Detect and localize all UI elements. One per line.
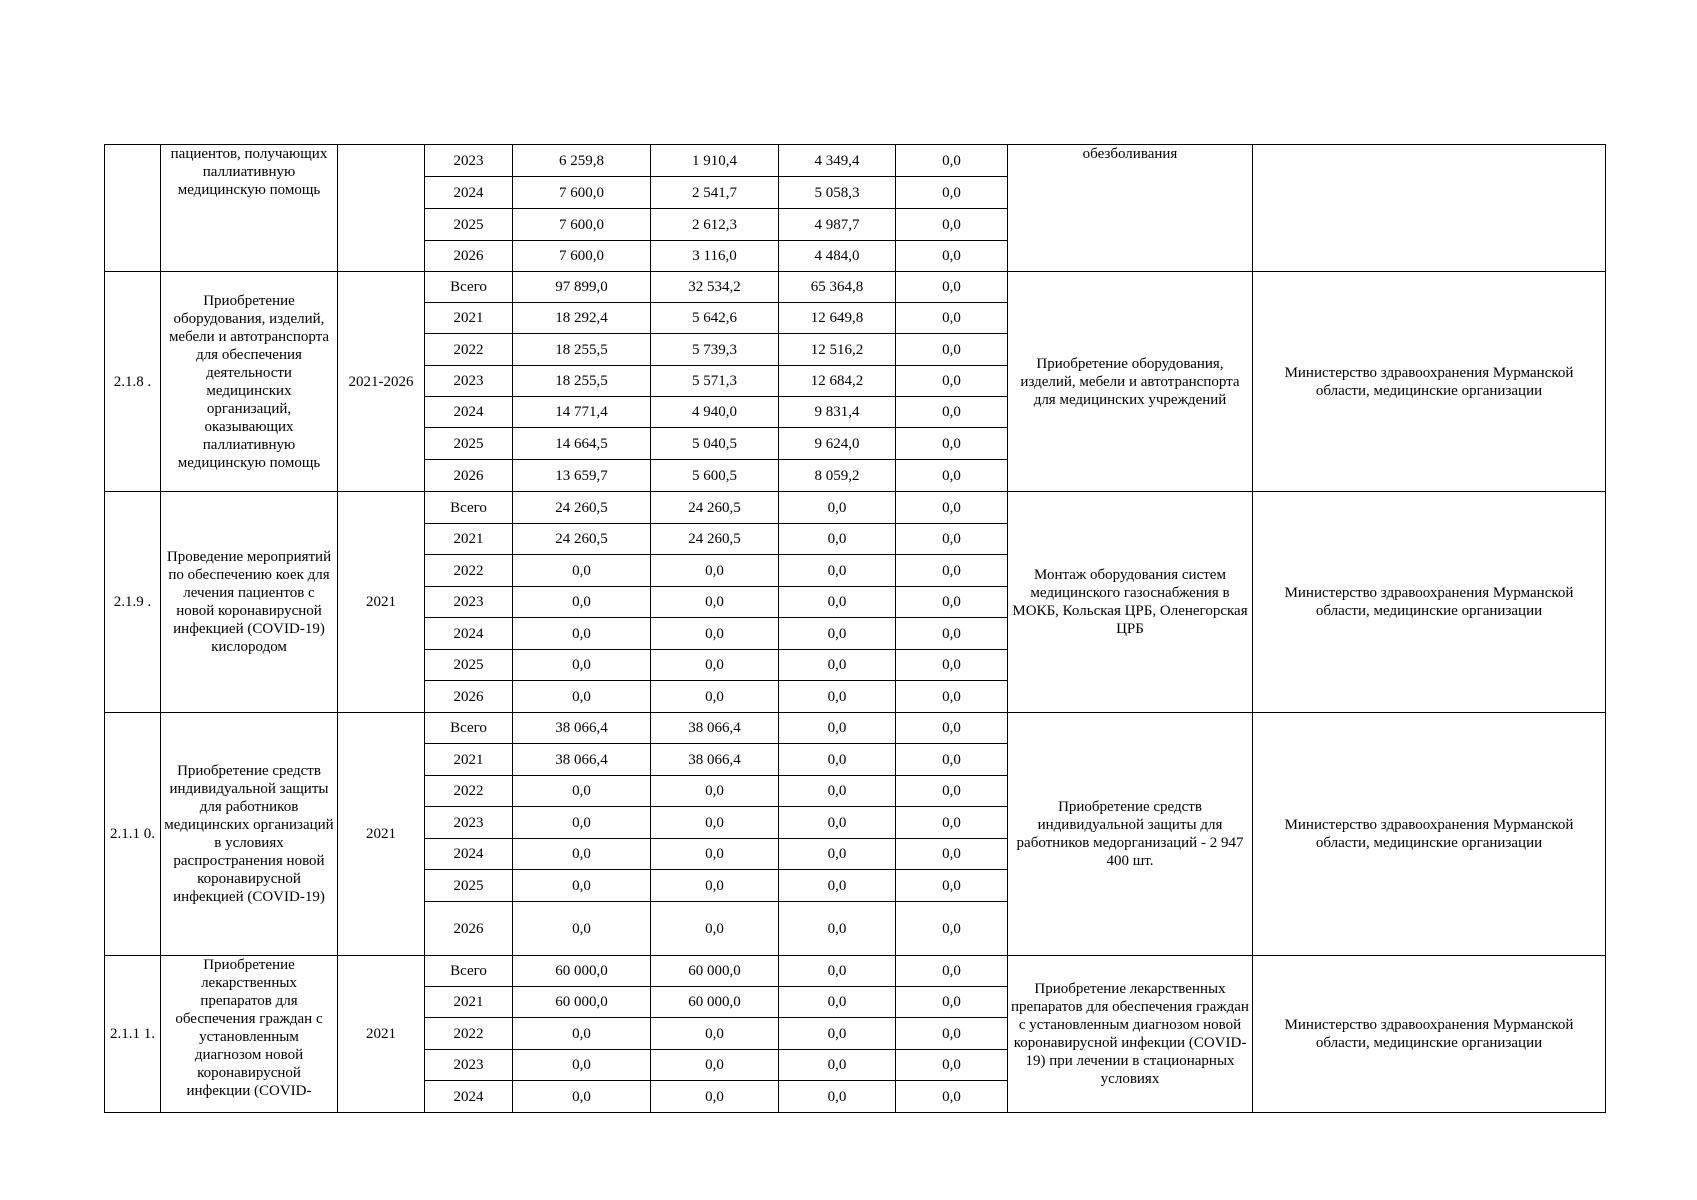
regional-cell: 12 649,8 bbox=[779, 303, 896, 334]
activity-period: 2021-2026 bbox=[338, 272, 425, 492]
other-cell: 0,0 bbox=[896, 987, 1008, 1018]
total-cell: 38 066,4 bbox=[513, 744, 651, 776]
total-cell: 0,0 bbox=[513, 681, 651, 713]
activity-result: Приобретение оборудования, изделий, мебели и автотранспорта для медицинских учреждений bbox=[1008, 272, 1253, 492]
other-cell: 0,0 bbox=[896, 681, 1008, 713]
other-cell: 0,0 bbox=[896, 397, 1008, 428]
other-cell: 0,0 bbox=[896, 713, 1008, 744]
regional-cell: 0,0 bbox=[779, 650, 896, 681]
activity-period: 2021 bbox=[338, 956, 425, 1113]
federal-cell: 0,0 bbox=[651, 555, 779, 587]
total-cell: 0,0 bbox=[513, 1050, 651, 1081]
federal-cell: 5 040,5 bbox=[651, 428, 779, 460]
regional-cell: 12 684,2 bbox=[779, 366, 896, 397]
other-cell: 0,0 bbox=[896, 650, 1008, 681]
other-cell: 0,0 bbox=[896, 334, 1008, 366]
other-cell: 0,0 bbox=[896, 902, 1008, 956]
regional-cell: 4 484,0 bbox=[779, 241, 896, 272]
federal-cell: 0,0 bbox=[651, 902, 779, 956]
federal-cell: 5 600,5 bbox=[651, 460, 779, 492]
other-cell: 0,0 bbox=[896, 145, 1008, 177]
activity-name: Проведение мероприятий по обеспечению коек для лечения пациентов с новой коронавирусной инфекцией (COVID-19) кислородом bbox=[161, 492, 338, 713]
total-cell: 0,0 bbox=[513, 839, 651, 870]
year-cell: 2024 bbox=[425, 1081, 513, 1113]
regional-cell: 0,0 bbox=[779, 1050, 896, 1081]
year-cell: 2021 bbox=[425, 524, 513, 555]
activity-period bbox=[338, 145, 425, 272]
total-cell: 0,0 bbox=[513, 1081, 651, 1113]
table-row bbox=[105, 492, 1606, 524]
regional-cell: 0,0 bbox=[779, 744, 896, 776]
total-cell: 60 000,0 bbox=[513, 956, 651, 987]
other-cell: 0,0 bbox=[896, 209, 1008, 241]
regional-cell: 0,0 bbox=[779, 902, 896, 956]
year-cell: 2022 bbox=[425, 334, 513, 366]
total-cell: 18 255,5 bbox=[513, 366, 651, 397]
federal-cell: 4 940,0 bbox=[651, 397, 779, 428]
federal-cell: 24 260,5 bbox=[651, 524, 779, 555]
total-cell: 0,0 bbox=[513, 870, 651, 902]
total-cell: 14 664,5 bbox=[513, 428, 651, 460]
year-cell: 2024 bbox=[425, 397, 513, 428]
total-cell: 0,0 bbox=[513, 902, 651, 956]
federal-cell: 38 066,4 bbox=[651, 713, 779, 744]
regional-cell: 0,0 bbox=[779, 807, 896, 839]
federal-cell: 2 612,3 bbox=[651, 209, 779, 241]
other-cell: 0,0 bbox=[896, 1081, 1008, 1113]
regional-cell: 0,0 bbox=[779, 956, 896, 987]
year-cell: 2026 bbox=[425, 902, 513, 956]
activity-result: обезболивания bbox=[1008, 145, 1253, 272]
year-cell: 2023 bbox=[425, 587, 513, 618]
federal-cell: 5 642,6 bbox=[651, 303, 779, 334]
other-cell: 0,0 bbox=[896, 241, 1008, 272]
regional-cell: 8 059,2 bbox=[779, 460, 896, 492]
total-cell: 97 899,0 bbox=[513, 272, 651, 303]
regional-cell: 5 058,3 bbox=[779, 177, 896, 209]
other-cell: 0,0 bbox=[896, 460, 1008, 492]
total-cell: 14 771,4 bbox=[513, 397, 651, 428]
federal-cell: 0,0 bbox=[651, 1050, 779, 1081]
total-cell: 13 659,7 bbox=[513, 460, 651, 492]
year-cell: 2021 bbox=[425, 744, 513, 776]
total-cell: 0,0 bbox=[513, 776, 651, 807]
activity-executor: Министерство здравоохранения Мурманской области, медицинские организации bbox=[1253, 713, 1606, 956]
year-cell: 2023 bbox=[425, 1050, 513, 1081]
activity-result: Приобретение лекарственных препаратов для обеспечения граждан с установленным диагнозом новой коронавирусной инфекции (COVID-19) при лечении в стационарных условиях bbox=[1008, 956, 1253, 1113]
total-cell: 18 255,5 bbox=[513, 334, 651, 366]
table-row bbox=[105, 272, 1606, 303]
other-cell: 0,0 bbox=[896, 492, 1008, 524]
activity-number: 2.1.1 1. bbox=[105, 956, 161, 1113]
year-cell: Всего bbox=[425, 956, 513, 987]
regional-cell: 0,0 bbox=[779, 870, 896, 902]
federal-cell: 0,0 bbox=[651, 776, 779, 807]
other-cell: 0,0 bbox=[896, 428, 1008, 460]
regional-cell: 12 516,2 bbox=[779, 334, 896, 366]
regional-cell: 0,0 bbox=[779, 555, 896, 587]
year-cell: 2022 bbox=[425, 1018, 513, 1050]
activity-number: 2.1.9 . bbox=[105, 492, 161, 713]
federal-cell: 2 541,7 bbox=[651, 177, 779, 209]
year-cell: 2023 bbox=[425, 366, 513, 397]
other-cell: 0,0 bbox=[896, 744, 1008, 776]
activity-result: Монтаж оборудования систем медицинского газоснабжения в МОКБ, Кольская ЦРБ, Оленегорская ЦРБ bbox=[1008, 492, 1253, 713]
federal-cell: 5 571,3 bbox=[651, 366, 779, 397]
other-cell: 0,0 bbox=[896, 524, 1008, 555]
year-cell: 2026 bbox=[425, 460, 513, 492]
year-cell: Всего bbox=[425, 272, 513, 303]
other-cell: 0,0 bbox=[896, 555, 1008, 587]
regional-cell: 0,0 bbox=[779, 492, 896, 524]
total-cell: 6 259,8 bbox=[513, 145, 651, 177]
activity-number: 2.1.1 0. bbox=[105, 713, 161, 956]
total-cell: 18 292,4 bbox=[513, 303, 651, 334]
table-row bbox=[105, 145, 1606, 177]
federal-cell: 3 116,0 bbox=[651, 241, 779, 272]
year-cell: 2024 bbox=[425, 839, 513, 870]
federal-cell: 32 534,2 bbox=[651, 272, 779, 303]
total-cell: 24 260,5 bbox=[513, 524, 651, 555]
total-cell: 24 260,5 bbox=[513, 492, 651, 524]
other-cell: 0,0 bbox=[896, 807, 1008, 839]
year-cell: 2026 bbox=[425, 681, 513, 713]
total-cell: 0,0 bbox=[513, 555, 651, 587]
total-cell: 38 066,4 bbox=[513, 713, 651, 744]
total-cell: 0,0 bbox=[513, 1018, 651, 1050]
table-row bbox=[105, 713, 1606, 744]
other-cell: 0,0 bbox=[896, 956, 1008, 987]
activity-name: Приобретение средств индивидуальной защиты для работников медицинских организаций в условиях распространения новой коронавирусной инфекцией (COVID-19) bbox=[161, 713, 338, 956]
federal-cell: 0,0 bbox=[651, 587, 779, 618]
federal-cell: 38 066,4 bbox=[651, 744, 779, 776]
federal-cell: 0,0 bbox=[651, 650, 779, 681]
total-cell: 0,0 bbox=[513, 807, 651, 839]
other-cell: 0,0 bbox=[896, 366, 1008, 397]
federal-cell: 0,0 bbox=[651, 807, 779, 839]
total-cell: 0,0 bbox=[513, 587, 651, 618]
year-cell: 2021 bbox=[425, 303, 513, 334]
activity-executor: Министерство здравоохранения Мурманской области, медицинские организации bbox=[1253, 492, 1606, 713]
activity-number bbox=[105, 145, 161, 272]
activity-period: 2021 bbox=[338, 713, 425, 956]
activity-name: Приобретение оборудования, изделий, мебели и автотранспорта для обеспечения деятельности медицинских организаций, оказывающих паллиативную медицинскую помощь bbox=[161, 272, 338, 492]
activity-name: Приобретение лекарственных препаратов для обеспечения граждан с установленным диагнозом новой коронавирусной инфекции (COVID- bbox=[161, 956, 338, 1113]
regional-cell: 65 364,8 bbox=[779, 272, 896, 303]
other-cell: 0,0 bbox=[896, 1018, 1008, 1050]
year-cell: 2025 bbox=[425, 209, 513, 241]
total-cell: 7 600,0 bbox=[513, 241, 651, 272]
federal-cell: 60 000,0 bbox=[651, 956, 779, 987]
year-cell: 2026 bbox=[425, 241, 513, 272]
other-cell: 0,0 bbox=[896, 303, 1008, 334]
other-cell: 0,0 bbox=[896, 776, 1008, 807]
federal-cell: 0,0 bbox=[651, 1081, 779, 1113]
other-cell: 0,0 bbox=[896, 618, 1008, 650]
other-cell: 0,0 bbox=[896, 1050, 1008, 1081]
regional-cell: 0,0 bbox=[779, 839, 896, 870]
regional-cell: 0,0 bbox=[779, 681, 896, 713]
regional-cell: 9 831,4 bbox=[779, 397, 896, 428]
federal-cell: 0,0 bbox=[651, 681, 779, 713]
regional-cell: 0,0 bbox=[779, 618, 896, 650]
total-cell: 0,0 bbox=[513, 650, 651, 681]
program-activities-table bbox=[104, 144, 1606, 1113]
federal-cell: 0,0 bbox=[651, 618, 779, 650]
federal-cell: 0,0 bbox=[651, 870, 779, 902]
regional-cell: 9 624,0 bbox=[779, 428, 896, 460]
year-cell: 2024 bbox=[425, 618, 513, 650]
activity-result: Приобретение средств индивидуальной защиты для работников медорганизаций - 2 947 400 шт. bbox=[1008, 713, 1253, 956]
regional-cell: 4 987,7 bbox=[779, 209, 896, 241]
regional-cell: 4 349,4 bbox=[779, 145, 896, 177]
regional-cell: 0,0 bbox=[779, 713, 896, 744]
total-cell: 7 600,0 bbox=[513, 177, 651, 209]
other-cell: 0,0 bbox=[896, 839, 1008, 870]
year-cell: 2023 bbox=[425, 145, 513, 177]
year-cell: Всего bbox=[425, 713, 513, 744]
federal-cell: 1 910,4 bbox=[651, 145, 779, 177]
year-cell: 2024 bbox=[425, 177, 513, 209]
federal-cell: 60 000,0 bbox=[651, 987, 779, 1018]
activity-period: 2021 bbox=[338, 492, 425, 713]
activity-executor: Министерство здравоохранения Мурманской области, медицинские организации bbox=[1253, 272, 1606, 492]
other-cell: 0,0 bbox=[896, 587, 1008, 618]
year-cell: 2025 bbox=[425, 650, 513, 681]
regional-cell: 0,0 bbox=[779, 524, 896, 555]
year-cell: 2022 bbox=[425, 776, 513, 807]
year-cell: Всего bbox=[425, 492, 513, 524]
total-cell: 7 600,0 bbox=[513, 209, 651, 241]
year-cell: 2025 bbox=[425, 870, 513, 902]
activity-number: 2.1.8 . bbox=[105, 272, 161, 492]
other-cell: 0,0 bbox=[896, 177, 1008, 209]
regional-cell: 0,0 bbox=[779, 1081, 896, 1113]
other-cell: 0,0 bbox=[896, 272, 1008, 303]
activity-executor bbox=[1253, 145, 1606, 272]
regional-cell: 0,0 bbox=[779, 1018, 896, 1050]
year-cell: 2021 bbox=[425, 987, 513, 1018]
regional-cell: 0,0 bbox=[779, 987, 896, 1018]
table-row bbox=[105, 956, 1606, 987]
year-cell: 2022 bbox=[425, 555, 513, 587]
year-cell: 2023 bbox=[425, 807, 513, 839]
federal-cell: 24 260,5 bbox=[651, 492, 779, 524]
other-cell: 0,0 bbox=[896, 870, 1008, 902]
total-cell: 0,0 bbox=[513, 618, 651, 650]
federal-cell: 0,0 bbox=[651, 839, 779, 870]
regional-cell: 0,0 bbox=[779, 776, 896, 807]
federal-cell: 0,0 bbox=[651, 1018, 779, 1050]
federal-cell: 5 739,3 bbox=[651, 334, 779, 366]
year-cell: 2025 bbox=[425, 428, 513, 460]
activity-name: пациентов, получающих паллиативную медицинскую помощь bbox=[161, 145, 338, 272]
total-cell: 60 000,0 bbox=[513, 987, 651, 1018]
activity-executor: Министерство здравоохранения Мурманской области, медицинские организации bbox=[1253, 956, 1606, 1113]
regional-cell: 0,0 bbox=[779, 587, 896, 618]
